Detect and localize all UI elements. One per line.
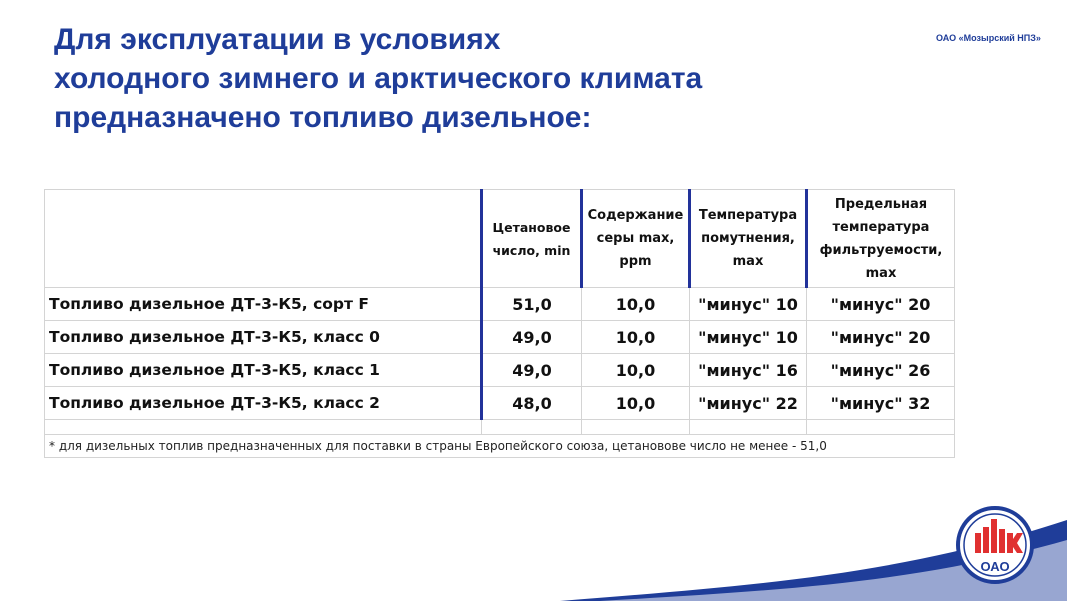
blank-cell xyxy=(582,420,690,435)
footnote: * для дизельных топлив предназначенных для поставки в страны Европейского союза, цетановове число не менее - 51,0 xyxy=(45,435,955,458)
table-header-row xyxy=(45,190,955,288)
mnpz-logo xyxy=(955,505,1035,585)
blank-cell xyxy=(482,420,582,435)
blank-cell xyxy=(807,420,955,435)
title-line-2: холодного зимнего и арктического климата xyxy=(54,62,703,95)
cloud-point-value: "минус" 10 xyxy=(690,288,807,321)
filterability-value: "минус" 20 xyxy=(807,288,955,321)
filterability-value: "минус" 32 xyxy=(807,387,955,420)
cetane-value: 49,0 xyxy=(482,354,582,387)
title-line-3: предназначено топливо дизельное: xyxy=(54,101,592,134)
cetane-value: 49,0 xyxy=(482,321,582,354)
cloud-point-value: "минус" 10 xyxy=(690,321,807,354)
cloud-point-value: "минус" 16 xyxy=(690,354,807,387)
sulfur-value: 10,0 xyxy=(582,288,690,321)
sulfur-value: 10,0 xyxy=(582,387,690,420)
filterability-value: "минус" 26 xyxy=(807,354,955,387)
footnote-row xyxy=(45,435,955,458)
cetane-value: 48,0 xyxy=(482,387,582,420)
fuel-name: Топливо дизельное ДТ-3-К5, класс 0 xyxy=(45,321,482,354)
table-row xyxy=(45,387,955,420)
fuel-name: Топливо дизельное ДТ-3-К5, класс 1 xyxy=(45,354,482,387)
header-filterability: Предельная температура фильтруемости, max xyxy=(807,190,955,288)
company-name: ОАО «Мозырский НПЗ» xyxy=(936,33,1041,43)
sulfur-value: 10,0 xyxy=(582,321,690,354)
header-cloud-point: Температура помутнения, max xyxy=(690,190,807,288)
blank-cell xyxy=(45,420,482,435)
logo-text: ОАО xyxy=(980,559,1010,574)
table-row xyxy=(45,354,955,387)
cloud-point-value: "минус" 22 xyxy=(690,387,807,420)
header-cell-empty xyxy=(45,190,482,288)
fuel-spec-table xyxy=(44,189,955,458)
fuel-name: Топливо дизельное ДТ-3-К5, класс 2 xyxy=(45,387,482,420)
sulfur-value: 10,0 xyxy=(582,354,690,387)
fuel-name: Топливо дизельное ДТ-3-К5, сорт F xyxy=(45,288,482,321)
cetane-value: 51,0 xyxy=(482,288,582,321)
header-sulfur: Содержание серы max, ppm xyxy=(582,190,690,288)
header-cetane: Цетановое число, min xyxy=(482,190,582,288)
title-line-1: Для эксплуатации в условиях xyxy=(54,23,501,56)
filterability-value: "минус" 20 xyxy=(807,321,955,354)
page-title xyxy=(54,20,874,137)
blank-cell xyxy=(690,420,807,435)
table-row xyxy=(45,321,955,354)
table-row xyxy=(45,288,955,321)
blank-row xyxy=(45,420,955,435)
